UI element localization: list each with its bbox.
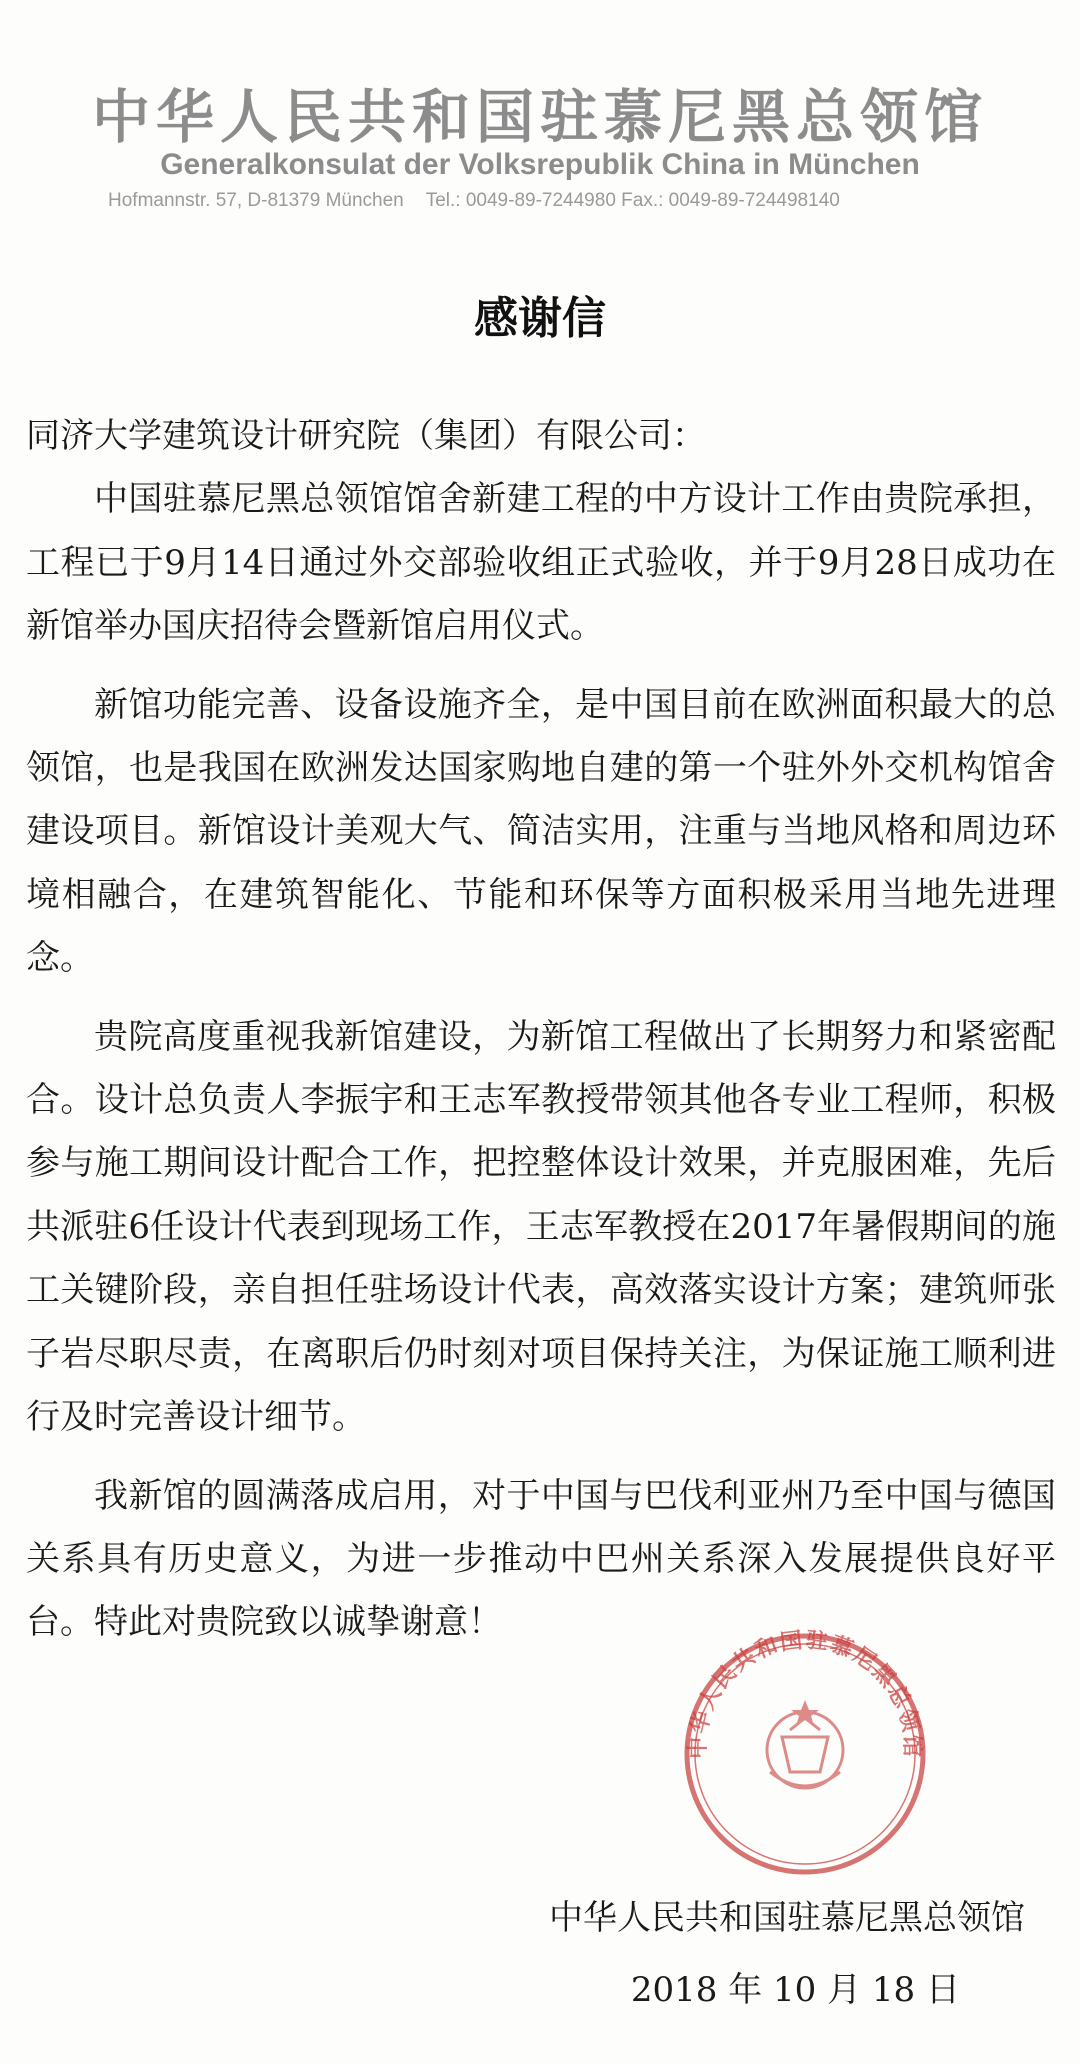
- letterhead-contact: Tel.: 0049-89-7244980 Fax.: 0049-89-724498140: [425, 190, 840, 211]
- paragraph-4: 我新馆的圆满落成启用，对于中国与巴伐利亚州乃至中国与德国关系具有历史意义，为进一步推动中巴州关系深入发展提供良好平台。特此对贵院致以诚挚谢意！: [26, 1475, 1056, 1643]
- letter-body: [26, 405, 1056, 1655]
- paragraph-3: 贵院高度重视我新馆建设，为新馆工程做出了长期努力和紧密配合。设计总负责人李振宇和王志军教授带领其他各专业工程师，积极参与施工期间设计配合工作，把控整体设计效果，并克服困难，先后共派驻6任设计代表到现场工作，王志军教授在2017年暑假期间的施工关键阶段，亲自担任驻场设计代表，高效落实设计方案；建筑师张子岩尽职尽责，在离职后仍时刻对项目保持关注，为保证施工顺利进行及时完善设计细节。: [26, 1016, 1056, 1438]
- official-seal-stamp: [670, 1622, 940, 1882]
- letterhead-address: Hofmannstr. 57, D-81379 München: [108, 190, 404, 211]
- national-emblem-icon: [767, 1700, 843, 1788]
- letterhead-german-name: Generalkonsulat der Volksrepublik China in München: [160, 148, 920, 181]
- paragraph-2: 新馆功能完善、设备设施齐全，是中国目前在欧洲面积最大的总领馆，也是我国在欧洲发达国家购地自建的第一个驻外外交机构馆舍建设项目。新馆设计美观大气、简洁实用，注重与当地风格和周边环境相融合，在建筑智能化、节能和环保等方面积极采用当地先进理念。: [26, 684, 1056, 979]
- salutation: 同济大学建筑设计研究院（集团）有限公司：: [26, 416, 706, 456]
- letter-title: 感谢信: [474, 293, 606, 344]
- letterhead-chinese-name: 中华人民共和国驻慕尼黑总领馆: [91, 83, 988, 151]
- signature: 中华人民共和国驻慕尼黑总领馆: [549, 1898, 1025, 1938]
- seal-text: 中华人民共和国驻慕尼黑总领馆: [685, 1628, 925, 1759]
- letterhead-address-line: [108, 190, 840, 212]
- letter-date: 2018 年 10 月 18 日: [630, 1970, 960, 2010]
- paragraph-1: 中国驻慕尼黑总领馆馆舍新建工程的中方设计工作由贵院承担，工程已于9月14日通过外交部验收组正式验收，并于9月28日成功在新馆举办国庆招待会暨新馆启用仪式。: [26, 479, 1056, 647]
